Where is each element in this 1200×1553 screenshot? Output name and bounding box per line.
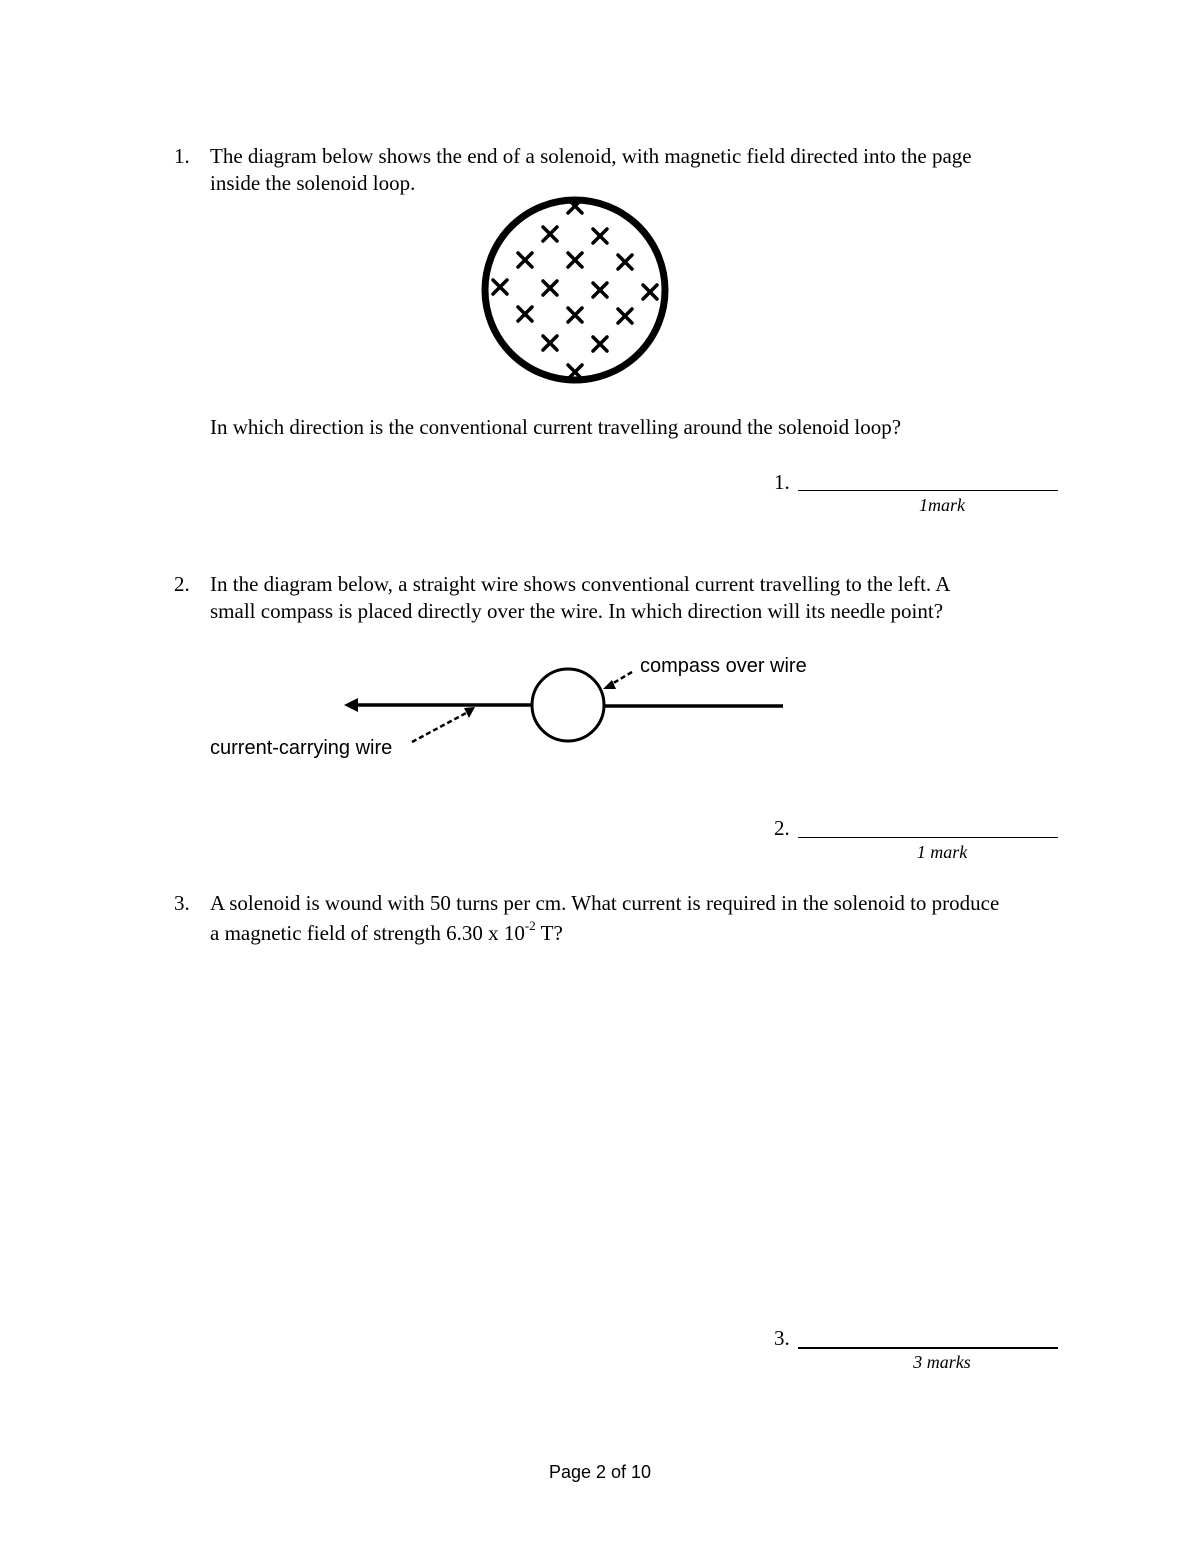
current-arrowhead (344, 698, 358, 712)
q2-marks: 1 mark (916, 842, 968, 862)
wire-pointer-arrow (464, 707, 475, 718)
field-cross-mark (543, 281, 557, 295)
field-cross-mark (618, 255, 632, 269)
q3-text-line2 (210, 920, 563, 947)
field-cross-mark (543, 227, 557, 241)
field-cross-mark (543, 336, 557, 350)
q2-answer-line[interactable] (798, 815, 1058, 838)
q1-text-line1: The diagram below shows the end of a solenoid, with magnetic field directed into the page (210, 144, 972, 168)
field-cross-mark (493, 280, 507, 294)
field-cross-mark (518, 253, 532, 267)
solenoid-loop (485, 200, 665, 380)
q3-exponent: -2 (524, 918, 536, 933)
q2-number: 2. (174, 572, 190, 596)
field-cross-mark (568, 253, 582, 267)
label-compass-over-wire: compass over wire (640, 655, 807, 677)
q3-marks: 3 marks (913, 1352, 971, 1372)
q3-text-line2-main: a magnetic field of strength 6.30 x 10 (210, 921, 525, 945)
compass-circle (532, 669, 604, 741)
q2-answer-label: 2. (774, 816, 790, 840)
q1-marks: 1mark (919, 495, 965, 515)
field-cross-mark (593, 337, 607, 351)
q3-text-line2-unit: T? (535, 921, 563, 945)
q2-text-line2: small compass is placed directly over the wire. In which direction will its needle point? (210, 599, 944, 623)
q1-answer-line[interactable] (798, 468, 1058, 491)
field-cross-mark (618, 309, 632, 323)
q1-question: In which direction is the conventional current travelling around the solenoid loop? (210, 415, 902, 439)
q3-text-line1: A solenoid is wound with 50 turns per cm. What current is required in the solenoid to produce (210, 891, 1000, 915)
wire-compass-diagram (210, 655, 807, 759)
q1-answer-label: 1. (774, 470, 790, 494)
q1-text-line2: inside the solenoid loop. (210, 171, 416, 195)
solenoid-diagram (485, 199, 665, 380)
field-into-page-crosses (493, 199, 657, 379)
field-cross-mark (568, 308, 582, 322)
q3-answer-label: 3. (774, 1326, 790, 1350)
q3-number: 3. (174, 891, 190, 915)
q1-number: 1. (174, 144, 190, 168)
q3-answer-line[interactable] (798, 1325, 1058, 1349)
field-cross-mark (643, 285, 657, 299)
label-current-carrying-wire: current-carrying wire (210, 737, 393, 759)
field-cross-mark (518, 307, 532, 321)
page-number: Page 2 of 10 (548, 1462, 652, 1482)
wire-pointer-line (412, 712, 468, 742)
field-cross-mark (593, 229, 607, 243)
q2-text-line1: In the diagram below, a straight wire shows conventional current travelling to the left. A (210, 572, 951, 596)
field-cross-mark (593, 283, 607, 297)
